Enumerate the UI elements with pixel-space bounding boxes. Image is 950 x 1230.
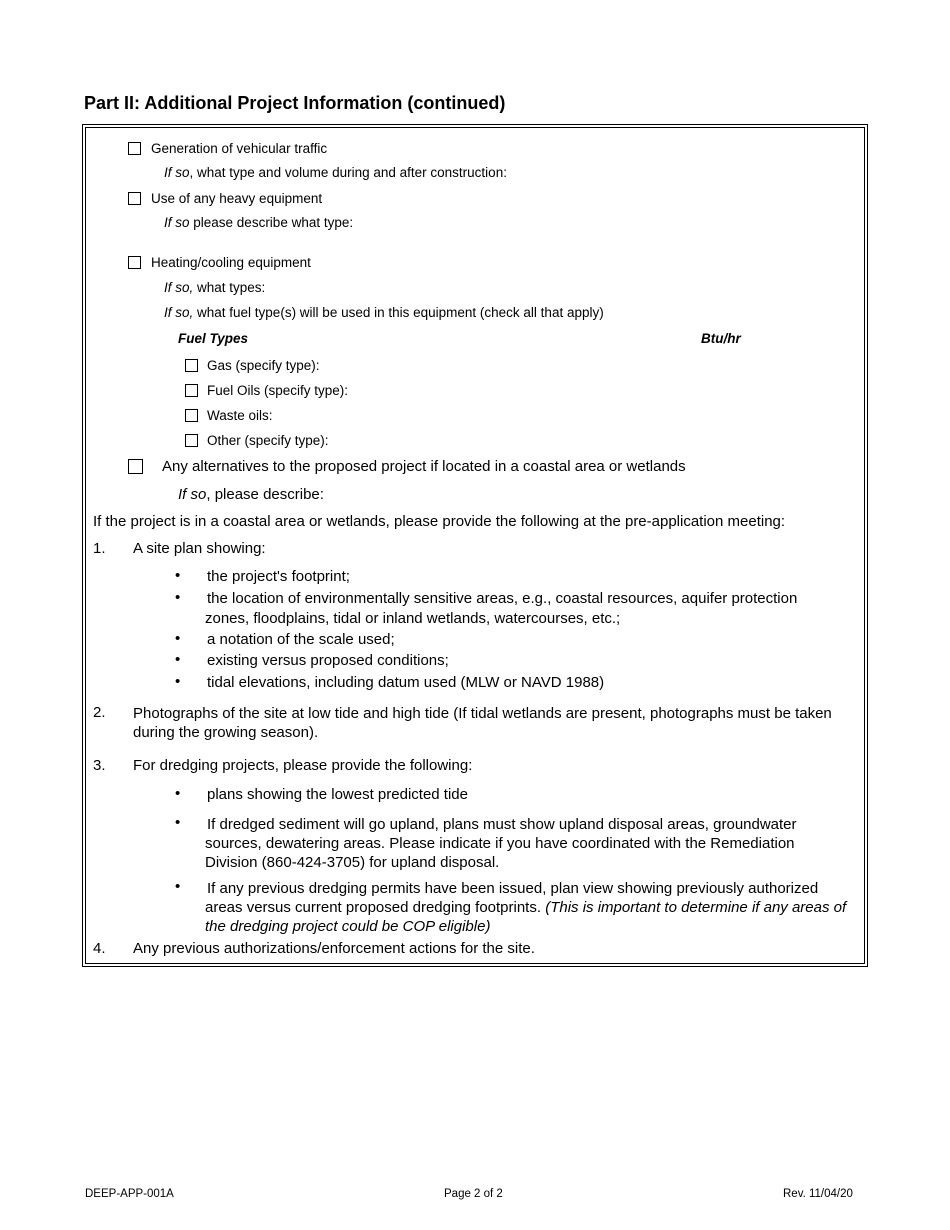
fuel-oils-label: Fuel Oils (specify type):: [207, 383, 349, 398]
heating-cooling-checkbox[interactable]: [128, 256, 141, 269]
fuel-waste-oils-label: Waste oils:: [207, 408, 273, 423]
item-4-text: Any previous authorizations/enforcement actions for the site.: [133, 940, 535, 957]
heating-fuel-followup: [164, 305, 604, 320]
alternatives-followup: [178, 486, 324, 503]
bullet-icon: •: [175, 630, 181, 647]
traffic-followup-rest: , what type and volume during and after construction:: [189, 165, 507, 180]
fuel-waste-oils-checkbox[interactable]: [185, 409, 198, 422]
item-3-text: For dredging projects, please provide the following:: [133, 757, 473, 774]
footer-page-number: Page 2 of 2: [444, 1188, 503, 1200]
item-1-bullet-3: a notation of the scale used;: [207, 631, 395, 648]
traffic-followup: [164, 165, 507, 180]
item-1-bullet-1: the project's footprint;: [207, 568, 350, 585]
item-1-text: A site plan showing:: [133, 540, 266, 557]
bullet-icon: •: [175, 814, 181, 831]
fuel-other-checkbox[interactable]: [185, 434, 198, 447]
item-1-bullet-4: existing versus proposed conditions;: [207, 652, 449, 669]
page-title: Part II: Additional Project Information (continued): [84, 93, 506, 113]
heating-fuel-em: If so,: [164, 305, 194, 320]
item-4-number: 4.: [93, 940, 106, 957]
heavy-equipment-followup-rest: please describe what type:: [189, 215, 354, 230]
fuel-gas-label: Gas (specify type):: [207, 358, 320, 373]
item-2-text: Photographs of the site at low tide and high tide (If tidal wetlands are present, photographs must be taken during the growing season).: [133, 705, 832, 741]
alternatives-followup-rest: , please describe:: [206, 486, 324, 503]
traffic-followup-em: If so: [164, 165, 190, 180]
item-3-number: 3.: [93, 757, 106, 774]
heavy-equipment-followup: [164, 215, 353, 230]
item-3-bullet-1: plans showing the lowest predicted tide: [207, 786, 468, 803]
traffic-checkbox[interactable]: [128, 142, 141, 155]
heating-types-followup: [164, 280, 265, 295]
item-3-bullet-2: If dredged sediment will go upland, plans must show upland disposal areas, groundwater sources, dewatering areas. Please indicate if you have coordinated with the Remediation Division (860-424-3705) for upland disposal.: [205, 816, 797, 871]
alternatives-checkbox[interactable]: [128, 459, 143, 474]
alternatives-label: Any alternatives to the proposed project if located in a coastal area or wetlands: [162, 458, 686, 475]
footer-revision: Rev. 11/04/20: [783, 1188, 853, 1200]
item-2-number: 2.: [93, 704, 106, 721]
fuel-oils-checkbox[interactable]: [185, 384, 198, 397]
bullet-icon: •: [175, 673, 181, 690]
item-1-number: 1.: [93, 540, 106, 557]
item-1-bullet-2: the location of environmentally sensitive areas, e.g., coastal resources, aquifer protection: [207, 590, 798, 607]
item-3-bullet-3-italic: (This is important to determine if any areas of the dredging project could be COP eligible): [205, 899, 847, 935]
btu-header: Btu/hr: [701, 331, 741, 346]
item-3-bullet-3-text: If any previous dredging permits have been issued, plan view showing previously authorized areas versus current proposed dredging footprints.: [205, 880, 819, 916]
heating-cooling-label: Heating/cooling equipment: [151, 255, 311, 270]
traffic-label: Generation of vehicular traffic: [151, 141, 328, 156]
heating-types-em: If so,: [164, 280, 194, 295]
footer-form-id: DEEP-APP-001A: [85, 1188, 174, 1200]
bullet-icon: •: [175, 878, 181, 895]
item-1-bullet-5: tidal elevations, including datum used (MLW or NAVD 1988): [207, 674, 605, 691]
alternatives-followup-em: If so: [178, 486, 207, 503]
heavy-equipment-followup-em: If so: [164, 215, 190, 230]
heavy-equipment-checkbox[interactable]: [128, 192, 141, 205]
bullet-icon: •: [175, 785, 181, 802]
heating-fuel-rest: what fuel type(s) will be used in this equipment (check all that apply): [193, 305, 604, 320]
bullet-icon: •: [175, 651, 181, 668]
heating-types-rest: what types:: [193, 280, 266, 295]
fuel-other-label: Other (specify type):: [207, 433, 329, 448]
fuel-gas-checkbox[interactable]: [185, 359, 198, 372]
fuel-types-header: Fuel Types: [178, 331, 249, 346]
bullet-icon: •: [175, 567, 181, 584]
form-section-box: [82, 124, 868, 967]
heavy-equipment-label: Use of any heavy equipment: [151, 191, 323, 206]
coastal-intro: If the project is in a coastal area or wetlands, please provide the following at the pre-application meeting:: [93, 513, 786, 530]
bullet-icon: •: [175, 589, 181, 606]
item-3-bullet-3: [205, 879, 855, 936]
item-1-bullet-2-cont: zones, floodplains, tidal or inland wetlands, watercourses, etc.;: [205, 610, 621, 627]
